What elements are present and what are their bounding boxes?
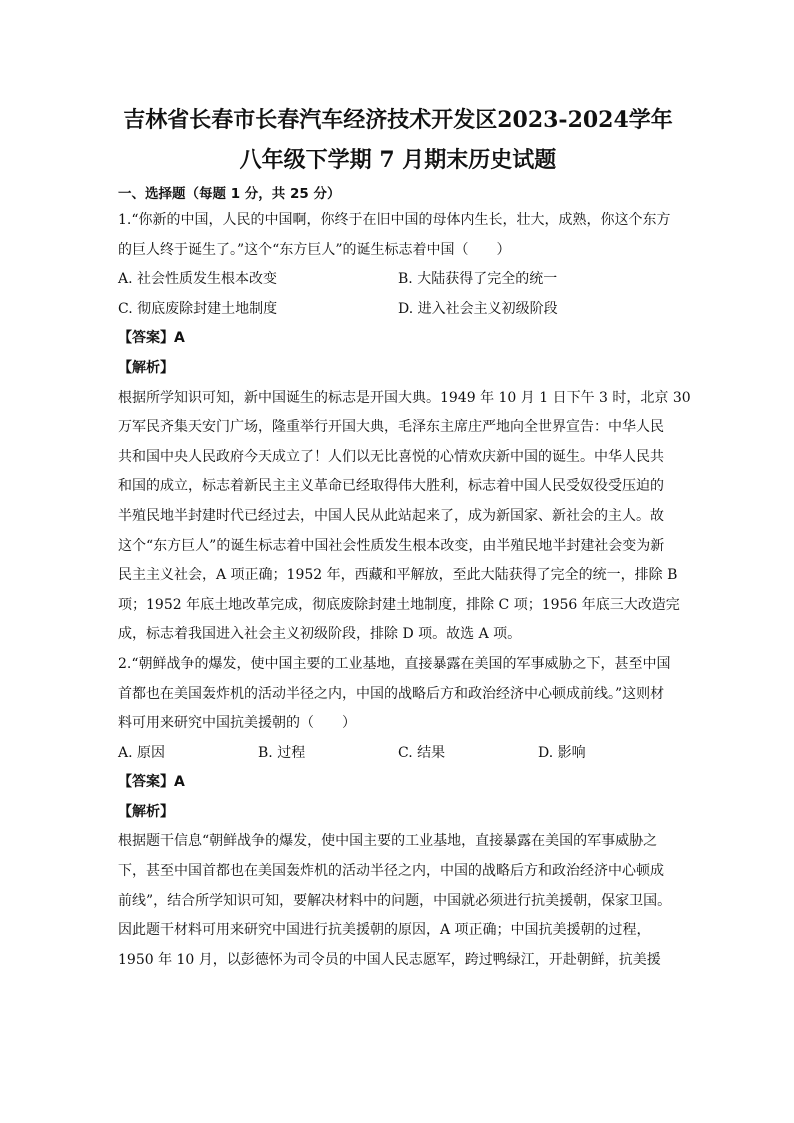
document-title-line2: 八年级下学期 7 月期末历史试题 — [239, 147, 557, 173]
q2-option-a: A. 原因 — [118, 744, 166, 761]
q2-analysis-line: 根据题干信息“朝鲜战争的爆发，使中国主要的工业基地，直接暴露在美国的军事威胁之 — [118, 833, 658, 850]
section-heading: 一、选择题（每题 1 分，共 25 分） — [118, 186, 341, 202]
q2-analysis-label: 【解析】 — [118, 803, 174, 820]
q2-option-d: D. 影响 — [538, 744, 586, 761]
q1-analysis-line: 这个“东方巨人”的诞生标志着中国社会性质发生根本改变，由半殖民地半封建社会变为新 — [118, 537, 665, 554]
q1-analysis-line: 和国的成立，标志着新民主主义革命已经取得伟大胜利，标志着中国人民受奴役受压迫的 — [118, 478, 664, 495]
q1-stem-line: 1.“你新的中国，人民的中国啊，你终于在旧中国的母体内生长，壮大，成熟，你这个东方 — [118, 212, 671, 228]
q1-option-b: B. 大陆获得了完全的统一 — [398, 271, 558, 288]
q1-options-row — [118, 265, 678, 295]
q2-option-c: C. 结果 — [398, 744, 446, 761]
q2-options-row — [118, 739, 678, 769]
q2-option-b: B. 过程 — [258, 744, 306, 761]
q2-stem-line: 料可用来研究中国抗美援朝的（ ） — [118, 715, 356, 732]
q1-analysis-line: 成，标志着我国进入社会主义初级阶段，排除 D 项。故选 A 项。 — [118, 626, 522, 643]
question-1 — [118, 206, 691, 650]
q1-analysis-line: 项；1952 年底土地改革完成，彻底废除封建土地制度，排除 C 项；1956 年底三大改造完 — [118, 596, 680, 613]
q1-answer: 【答案】A — [118, 330, 185, 347]
q1-analysis-line: 共和国中央人民政府今天成立了！人们以无比喜悦的心情欢庆新中国的诞生。中华人民共 — [118, 448, 664, 465]
question-2 — [118, 650, 678, 976]
q1-analysis-line: 半殖民地半封建时代已经过去，中国人民从此站起来了，成为新国家、新社会的主人。故 — [118, 507, 664, 524]
q1-analysis-line: 根据所学知识可知，新中国诞生的标志是开国大典。1949 年 10 月 1 日下午 3 时，北京 30 — [118, 389, 691, 406]
q1-analysis-label: 【解析】 — [118, 359, 174, 376]
q2-stem-line: 2.“朝鲜战争的爆发，使中国主要的工业基地，直接暴露在美国的军事威胁之下，甚至中国 — [118, 655, 671, 672]
q2-stem-line: 首都也在美国轰炸机的活动半径之内，中国的战略后方和政治经济中心顿成前线。”这则材 — [118, 685, 665, 702]
q2-analysis-line: 1950 年 10 月，以彭德怀为司令员的中国人民志愿军，跨过鸭绿江，开赴朝鲜，抗美援 — [118, 951, 661, 968]
document-title-line1: 吉林省长春市长春汽车经济技术开发区2023-2024学年 — [123, 107, 673, 133]
q2-analysis-line: 下，甚至中国首都也在美国轰炸机的活动半径之内，中国的战略后方和政治经济中心顿成 — [118, 863, 664, 880]
q1-option-d: D. 进入社会主义初级阶段 — [398, 300, 558, 317]
q2-analysis-line: 因此题干材料可用来研究中国进行抗美援朝的原因，A 项正确；中国抗美援朝的过程， — [118, 922, 651, 939]
q1-analysis-line: 万军民齐集天安门广场，隆重举行开国大典，毛泽东主席庄严地向全世界宣告：中华人民 — [118, 419, 664, 436]
q2-answer: 【答案】A — [118, 774, 185, 791]
q1-stem-line: 的巨人终于诞生了。”这个“东方巨人”的诞生标志着中国（ ） — [118, 241, 511, 258]
q2-analysis-line: 前线”，结合所学知识可知，要解决材料中的问题，中国就必须进行抗美援朝，保家卫国。 — [118, 892, 672, 909]
q1-option-a: A. 社会性质发生根本改变 — [118, 271, 278, 288]
q1-option-c: C. 彻底废除封建土地制度 — [118, 300, 278, 317]
q1-analysis-line: 民主主义社会，A 项正确；1952 年，西藏和平解放，至此大陆获得了完全的统一，排除 B — [118, 567, 678, 584]
q1-options-row — [118, 295, 678, 325]
